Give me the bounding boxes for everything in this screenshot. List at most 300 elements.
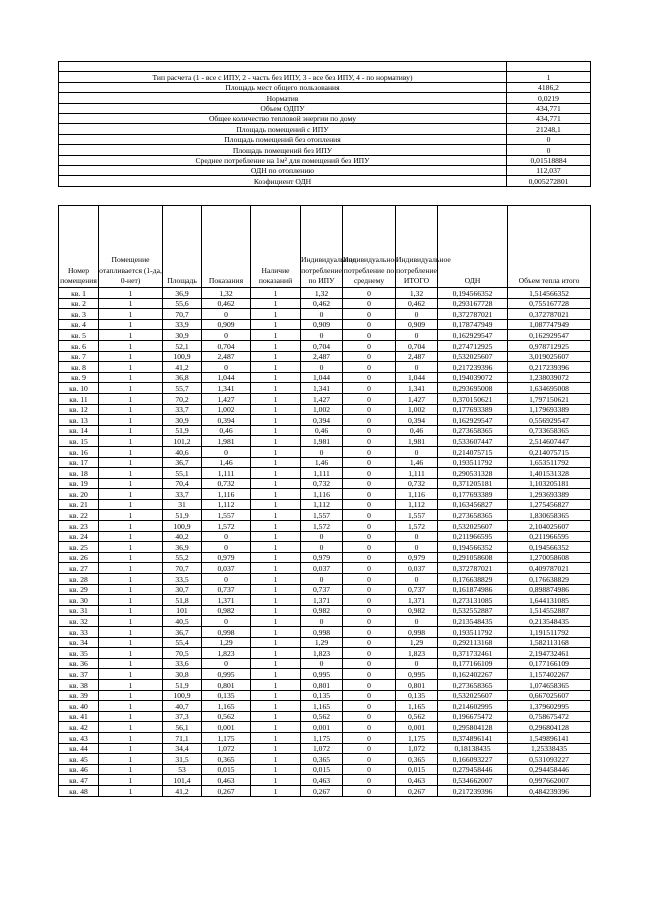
cell-has-readings: 1 xyxy=(251,785,301,796)
cell-heated: 1 xyxy=(99,574,163,585)
cell-odn: 0,371732461 xyxy=(438,648,508,659)
cell-individual-average: 0 xyxy=(343,605,396,616)
table-row xyxy=(59,679,591,690)
cell-heated: 1 xyxy=(99,584,163,595)
cell-heated: 1 xyxy=(99,521,163,532)
cell-odn: 0,533607447 xyxy=(438,436,508,447)
cell-has-readings: 1 xyxy=(251,521,301,532)
cell-heat-total: 1,401531328 xyxy=(508,468,591,479)
table-row xyxy=(59,372,591,383)
cell-individual-average: 0 xyxy=(343,415,396,426)
cell-individual-average: 0 xyxy=(343,658,396,669)
cell-heat-total: 1,270058608 xyxy=(508,552,591,563)
cell-individual-ipu: 0 xyxy=(301,446,343,457)
parameter-row xyxy=(59,165,591,175)
cell-heat-total: 1,25338435 xyxy=(508,743,591,754)
cell-individual-average: 0 xyxy=(343,468,396,479)
cell-has-readings: 1 xyxy=(251,690,301,701)
cell-readings: 1,111 xyxy=(202,468,251,479)
table-row xyxy=(59,658,591,669)
cell-area: 51,9 xyxy=(163,510,202,521)
header-has-readings: Наличие показаний xyxy=(251,206,301,288)
cell-heat-total: 0,213548435 xyxy=(508,616,591,627)
cell-readings: 0,135 xyxy=(202,690,251,701)
cell-room-number: кв. 48 xyxy=(59,785,99,796)
cell-heated: 1 xyxy=(99,468,163,479)
cell-area: 30,9 xyxy=(163,330,202,341)
cell-room-number: кв. 13 xyxy=(59,415,99,426)
cell-individual-ipu: 1,116 xyxy=(301,489,343,500)
cell-readings: 0,979 xyxy=(202,552,251,563)
parameter-row xyxy=(59,93,591,103)
cell-readings: 0,462 xyxy=(202,298,251,309)
table-row xyxy=(59,722,591,733)
cell-heated: 1 xyxy=(99,457,163,468)
cell-heat-total: 2,194732461 xyxy=(508,648,591,659)
cell-readings: 0 xyxy=(202,309,251,320)
cell-heated: 1 xyxy=(99,298,163,309)
cell-individual-ipu: 0,001 xyxy=(301,722,343,733)
cell-area: 40,2 xyxy=(163,531,202,542)
parameter-row xyxy=(59,176,591,186)
cell-odn: 0,532025607 xyxy=(438,351,508,362)
cell-individual-ipu: 0 xyxy=(301,574,343,585)
cell-readings: 0,704 xyxy=(202,340,251,351)
cell-heat-total: 0,211966595 xyxy=(508,531,591,542)
cell-individual-total: 1,427 xyxy=(396,393,438,404)
cell-individual-average: 0 xyxy=(343,521,396,532)
cell-individual-ipu: 0,998 xyxy=(301,627,343,638)
parameter-row xyxy=(59,145,591,155)
cell-individual-average: 0 xyxy=(343,499,396,510)
cell-area: 55,4 xyxy=(163,637,202,648)
cell-has-readings: 1 xyxy=(251,775,301,786)
cell-room-number: кв. 19 xyxy=(59,478,99,489)
cell-has-readings: 1 xyxy=(251,711,301,722)
cell-room-number: кв. 20 xyxy=(59,489,99,500)
cell-individual-average: 0 xyxy=(343,637,396,648)
cell-individual-ipu: 1,572 xyxy=(301,521,343,532)
cell-room-number: кв. 14 xyxy=(59,425,99,436)
cell-odn: 0,273131085 xyxy=(438,595,508,606)
cell-readings: 1,572 xyxy=(202,521,251,532)
cell-odn: 0,194039072 xyxy=(438,372,508,383)
cell-heat-total: 1,634695008 xyxy=(508,383,591,394)
cell-area: 36,7 xyxy=(163,627,202,638)
cell-individual-average: 0 xyxy=(343,785,396,796)
cell-readings: 1,371 xyxy=(202,595,251,606)
cell-readings: 0,998 xyxy=(202,627,251,638)
cell-room-number: кв. 1 xyxy=(59,288,99,299)
cell-individual-total: 0,135 xyxy=(396,690,438,701)
cell-area: 30,7 xyxy=(163,584,202,595)
cell-individual-total: 0,394 xyxy=(396,415,438,426)
cell-area: 36,9 xyxy=(163,542,202,553)
cell-heated: 1 xyxy=(99,732,163,743)
table-row xyxy=(59,732,591,743)
parameter-label: ОДН по отоплению xyxy=(59,165,507,175)
cell-individual-total: 1,823 xyxy=(396,648,438,659)
table-row xyxy=(59,743,591,754)
cell-heated: 1 xyxy=(99,637,163,648)
cell-individual-total: 1,116 xyxy=(396,489,438,500)
cell-has-readings: 1 xyxy=(251,298,301,309)
parameter-label: Общее количество тепловой энергии по дому xyxy=(59,113,507,123)
cell-heat-total: 0,194566352 xyxy=(508,542,591,553)
table-row xyxy=(59,531,591,542)
cell-room-number: кв. 22 xyxy=(59,510,99,521)
cell-individual-total: 0,46 xyxy=(396,425,438,436)
cell-area: 55,1 xyxy=(163,468,202,479)
cell-heated: 1 xyxy=(99,351,163,362)
cell-area: 40,7 xyxy=(163,701,202,712)
cell-readings: 0,995 xyxy=(202,669,251,680)
cell-individual-average: 0 xyxy=(343,478,396,489)
cell-odn: 0,371205181 xyxy=(438,478,508,489)
cell-individual-ipu: 1,371 xyxy=(301,595,343,606)
header-heated: Помещение отапливается (1-да, 0-нет) xyxy=(99,206,163,288)
cell-individual-average: 0 xyxy=(343,701,396,712)
parameter-label: Коэфициент ОДН xyxy=(59,176,507,186)
cell-individual-total: 1,112 xyxy=(396,499,438,510)
cell-individual-average: 0 xyxy=(343,722,396,733)
table-row xyxy=(59,436,591,447)
cell-has-readings: 1 xyxy=(251,584,301,595)
cell-area: 33,5 xyxy=(163,574,202,585)
parameter-value: 1 xyxy=(507,72,591,82)
cell-room-number: кв. 7 xyxy=(59,351,99,362)
cell-odn: 0,532552887 xyxy=(438,605,508,616)
cell-heated: 1 xyxy=(99,542,163,553)
cell-individual-ipu: 0 xyxy=(301,658,343,669)
cell-room-number: кв. 3 xyxy=(59,309,99,320)
cell-heated: 1 xyxy=(99,595,163,606)
cell-heated: 1 xyxy=(99,701,163,712)
cell-has-readings: 1 xyxy=(251,309,301,320)
cell-odn: 0,176638829 xyxy=(438,574,508,585)
parameter-row xyxy=(59,113,591,123)
table-row xyxy=(59,648,591,659)
cell-heated: 1 xyxy=(99,478,163,489)
cell-readings: 1,46 xyxy=(202,457,251,468)
cell-individual-total: 0 xyxy=(396,574,438,585)
cell-odn: 0,214602995 xyxy=(438,701,508,712)
cell-readings: 0,001 xyxy=(202,722,251,733)
cell-individual-average: 0 xyxy=(343,616,396,627)
cell-odn: 0,292113168 xyxy=(438,637,508,648)
cell-heat-total: 0,978712925 xyxy=(508,340,591,351)
cell-has-readings: 1 xyxy=(251,340,301,351)
cell-individual-total: 1,29 xyxy=(396,637,438,648)
table-row xyxy=(59,298,591,309)
cell-heated: 1 xyxy=(99,362,163,373)
cell-individual-ipu: 0,979 xyxy=(301,552,343,563)
cell-individual-ipu: 1,002 xyxy=(301,404,343,415)
cell-individual-ipu: 0,704 xyxy=(301,340,343,351)
cell-odn: 0,273658365 xyxy=(438,679,508,690)
table-header-row xyxy=(59,206,591,288)
cell-heat-total: 1,514552887 xyxy=(508,605,591,616)
cell-odn: 0,213548435 xyxy=(438,616,508,627)
cell-heat-total: 0,484239396 xyxy=(508,785,591,796)
cell-heat-total: 1,103205181 xyxy=(508,478,591,489)
parameter-value: 0 xyxy=(507,145,591,155)
cell-has-readings: 1 xyxy=(251,415,301,426)
cell-has-readings: 1 xyxy=(251,648,301,659)
cell-individual-total: 1,981 xyxy=(396,436,438,447)
table-row xyxy=(59,616,591,627)
cell-individual-average: 0 xyxy=(343,404,396,415)
cell-individual-total: 0,737 xyxy=(396,584,438,595)
cell-individual-ipu: 0,737 xyxy=(301,584,343,595)
table-row xyxy=(59,785,591,796)
header-heat-total: Объем тепла итого xyxy=(508,206,591,288)
table-row xyxy=(59,521,591,532)
cell-has-readings: 1 xyxy=(251,531,301,542)
cell-area: 70,5 xyxy=(163,648,202,659)
cell-odn: 0,372787021 xyxy=(438,309,508,320)
cell-odn: 0,193511792 xyxy=(438,457,508,468)
cell-has-readings: 1 xyxy=(251,393,301,404)
cell-area: 100,9 xyxy=(163,690,202,701)
cell-area: 34,4 xyxy=(163,743,202,754)
table-row xyxy=(59,637,591,648)
cell-heat-total: 1,549896141 xyxy=(508,732,591,743)
cell-odn: 0,217239396 xyxy=(438,362,508,373)
cell-individual-ipu: 1,341 xyxy=(301,383,343,394)
cell-has-readings: 1 xyxy=(251,510,301,521)
cell-heat-total: 0,667025607 xyxy=(508,690,591,701)
table-row xyxy=(59,499,591,510)
cell-heat-total: 0,217239396 xyxy=(508,362,591,373)
cell-individual-average: 0 xyxy=(343,595,396,606)
parameter-row xyxy=(59,82,591,92)
cell-area: 30,8 xyxy=(163,669,202,680)
parameter-row xyxy=(59,72,591,82)
cell-heated: 1 xyxy=(99,446,163,457)
cell-heat-total: 1,191511792 xyxy=(508,627,591,638)
cell-room-number: кв. 27 xyxy=(59,563,99,574)
cell-area: 36,7 xyxy=(163,457,202,468)
cell-has-readings: 1 xyxy=(251,457,301,468)
cell-has-readings: 1 xyxy=(251,362,301,373)
table-row xyxy=(59,563,591,574)
table-row xyxy=(59,404,591,415)
cell-area: 100,9 xyxy=(163,351,202,362)
cell-room-number: кв. 32 xyxy=(59,616,99,627)
cell-readings: 1,32 xyxy=(202,288,251,299)
cell-individual-ipu: 1,072 xyxy=(301,743,343,754)
cell-has-readings: 1 xyxy=(251,669,301,680)
cell-odn: 0,178747949 xyxy=(438,319,508,330)
table-row xyxy=(59,669,591,680)
cell-individual-total: 0 xyxy=(396,616,438,627)
cell-individual-ipu: 0 xyxy=(301,616,343,627)
cell-individual-total: 0,001 xyxy=(396,722,438,733)
cell-odn: 0,177693389 xyxy=(438,489,508,500)
cell-individual-average: 0 xyxy=(343,372,396,383)
cell-heated: 1 xyxy=(99,764,163,775)
cell-readings: 0 xyxy=(202,330,251,341)
cell-has-readings: 1 xyxy=(251,351,301,362)
cell-individual-total: 1,072 xyxy=(396,743,438,754)
cell-odn: 0,177693389 xyxy=(438,404,508,415)
table-row xyxy=(59,627,591,638)
cell-room-number: кв. 34 xyxy=(59,637,99,648)
cell-heated: 1 xyxy=(99,393,163,404)
parameter-value: 4186,2 xyxy=(507,82,591,92)
parameter-value xyxy=(507,62,591,72)
cell-readings: 1,557 xyxy=(202,510,251,521)
cell-heat-total: 0,997662007 xyxy=(508,775,591,786)
cell-room-number: кв. 33 xyxy=(59,627,99,638)
cell-room-number: кв. 46 xyxy=(59,764,99,775)
cell-heat-total: 3,019025607 xyxy=(508,351,591,362)
cell-room-number: кв. 12 xyxy=(59,404,99,415)
cell-room-number: кв. 9 xyxy=(59,372,99,383)
table-row xyxy=(59,690,591,701)
cell-readings: 1,823 xyxy=(202,648,251,659)
cell-area: 40,5 xyxy=(163,616,202,627)
cell-readings: 0 xyxy=(202,542,251,553)
cell-individual-ipu: 0,267 xyxy=(301,785,343,796)
cell-readings: 1,116 xyxy=(202,489,251,500)
cell-odn: 0,532025607 xyxy=(438,690,508,701)
cell-individual-total: 0,909 xyxy=(396,319,438,330)
cell-heat-total: 1,379602995 xyxy=(508,701,591,712)
cell-readings: 0,732 xyxy=(202,478,251,489)
cell-area: 41,2 xyxy=(163,362,202,373)
cell-individual-ipu: 1,111 xyxy=(301,468,343,479)
cell-individual-average: 0 xyxy=(343,754,396,765)
cell-individual-total: 0 xyxy=(396,658,438,669)
cell-individual-total: 1,341 xyxy=(396,383,438,394)
cell-individual-ipu: 0,982 xyxy=(301,605,343,616)
cell-heated: 1 xyxy=(99,754,163,765)
cell-has-readings: 1 xyxy=(251,319,301,330)
cell-has-readings: 1 xyxy=(251,574,301,585)
cell-has-readings: 1 xyxy=(251,679,301,690)
cell-has-readings: 1 xyxy=(251,722,301,733)
table-row xyxy=(59,362,591,373)
cell-individual-total: 0,015 xyxy=(396,764,438,775)
cell-readings: 1,072 xyxy=(202,743,251,754)
cell-area: 70,7 xyxy=(163,309,202,320)
cell-individual-ipu: 0,801 xyxy=(301,679,343,690)
cell-room-number: кв. 21 xyxy=(59,499,99,510)
cell-readings: 0 xyxy=(202,446,251,457)
cell-readings: 0,801 xyxy=(202,679,251,690)
table-row xyxy=(59,574,591,585)
cell-has-readings: 1 xyxy=(251,425,301,436)
parameter-row xyxy=(59,134,591,144)
cell-has-readings: 1 xyxy=(251,468,301,479)
cell-heat-total: 1,293693389 xyxy=(508,489,591,500)
cell-heat-total: 1,830658365 xyxy=(508,510,591,521)
cell-readings: 1,981 xyxy=(202,436,251,447)
table-row xyxy=(59,340,591,351)
parameter-row xyxy=(59,124,591,134)
cell-heat-total: 0,556929547 xyxy=(508,415,591,426)
cell-has-readings: 1 xyxy=(251,552,301,563)
cell-individual-average: 0 xyxy=(343,775,396,786)
table-row xyxy=(59,542,591,553)
cell-has-readings: 1 xyxy=(251,499,301,510)
cell-heat-total: 0,294458446 xyxy=(508,764,591,775)
cell-individual-ipu: 1,175 xyxy=(301,732,343,743)
cell-area: 51,9 xyxy=(163,425,202,436)
header-room-number: Номер помещения xyxy=(59,206,99,288)
cell-readings: 0 xyxy=(202,531,251,542)
cell-readings: 0,737 xyxy=(202,584,251,595)
cell-room-number: кв. 40 xyxy=(59,701,99,712)
cell-heat-total: 0,409787021 xyxy=(508,563,591,574)
cell-individual-total: 0,365 xyxy=(396,754,438,765)
cell-individual-total: 1,46 xyxy=(396,457,438,468)
parameter-value: 0,01518884 xyxy=(507,155,591,165)
table-row xyxy=(59,478,591,489)
table-row xyxy=(59,552,591,563)
cell-heat-total: 1,238039072 xyxy=(508,372,591,383)
cell-area: 31,5 xyxy=(163,754,202,765)
cell-room-number: кв. 45 xyxy=(59,754,99,765)
cell-individual-average: 0 xyxy=(343,711,396,722)
cell-odn: 0,370150621 xyxy=(438,393,508,404)
table-row xyxy=(59,595,591,606)
cell-heat-total: 0,296804128 xyxy=(508,722,591,733)
parameter-label: Площадь помещений с ИПУ xyxy=(59,124,507,134)
cell-area: 53 xyxy=(163,764,202,775)
cell-area: 51,9 xyxy=(163,679,202,690)
cell-individual-ipu: 1,32 xyxy=(301,288,343,299)
cell-readings: 0,909 xyxy=(202,319,251,330)
cell-readings: 0 xyxy=(202,574,251,585)
cell-individual-ipu: 0,015 xyxy=(301,764,343,775)
cell-individual-average: 0 xyxy=(343,743,396,754)
parameter-label: Площадь помещений без ИПУ xyxy=(59,145,507,155)
cell-individual-total: 1,111 xyxy=(396,468,438,479)
cell-individual-total: 0 xyxy=(396,531,438,542)
cell-heated: 1 xyxy=(99,415,163,426)
cell-individual-average: 0 xyxy=(343,510,396,521)
cell-odn: 0,161874986 xyxy=(438,584,508,595)
cell-individual-total: 0,982 xyxy=(396,605,438,616)
cell-odn: 0,166093227 xyxy=(438,754,508,765)
parameter-label: Площадь помещений без отопления xyxy=(59,134,507,144)
cell-area: 56,1 xyxy=(163,722,202,733)
cell-heated: 1 xyxy=(99,552,163,563)
cell-readings: 0,562 xyxy=(202,711,251,722)
cell-individual-average: 0 xyxy=(343,531,396,542)
parameter-label: Объем ОДПУ xyxy=(59,103,507,113)
cell-individual-average: 0 xyxy=(343,288,396,299)
cell-has-readings: 1 xyxy=(251,330,301,341)
cell-odn: 0,18138435 xyxy=(438,743,508,754)
cell-heated: 1 xyxy=(99,743,163,754)
cell-individual-ipu: 1,112 xyxy=(301,499,343,510)
cell-area: 101 xyxy=(163,605,202,616)
cell-individual-ipu: 0,135 xyxy=(301,690,343,701)
header-individual-average: Индивидуальное потребление по среднему xyxy=(343,206,396,288)
header-individual-ipu: Индивидуальное потребление по ИПУ xyxy=(301,206,343,288)
cell-readings: 0,267 xyxy=(202,785,251,796)
cell-individual-ipu: 0,365 xyxy=(301,754,343,765)
cell-heated: 1 xyxy=(99,309,163,320)
cell-room-number: кв. 43 xyxy=(59,732,99,743)
header-individual-total: Индивидуальное потребление ИТОГО xyxy=(396,206,438,288)
cell-heat-total: 0,758675472 xyxy=(508,711,591,722)
cell-individual-average: 0 xyxy=(343,309,396,320)
